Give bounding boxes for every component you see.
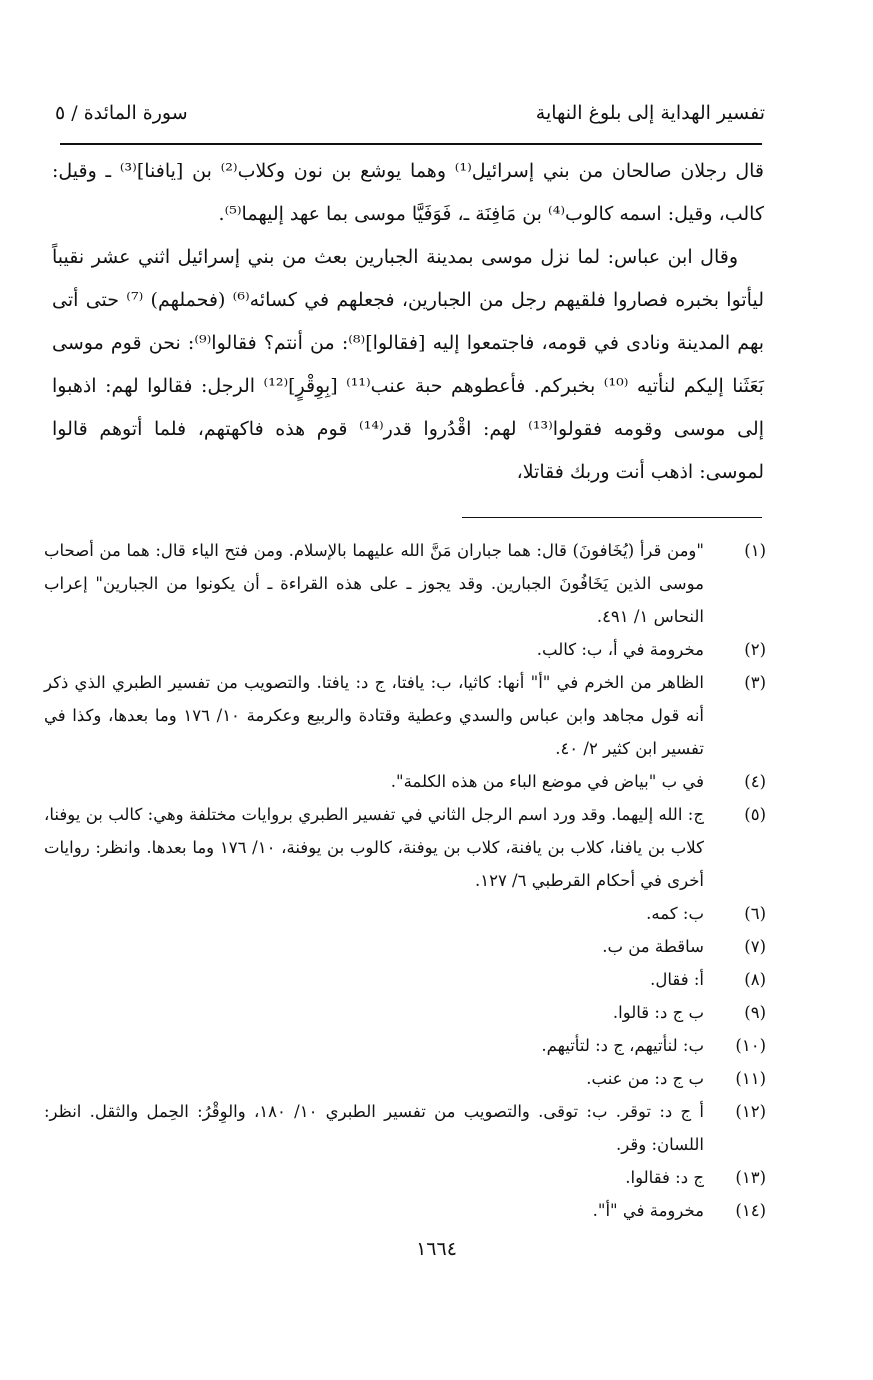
footnote-item — [44, 534, 766, 633]
footnote-text: ب ج د: من عنب. — [586, 1069, 704, 1088]
footnote-number: (٧) — [744, 937, 766, 956]
footnote-number: (١) — [744, 541, 766, 560]
page-number: ١٦٦٤ — [416, 1238, 457, 1260]
footnote-number: (٨) — [744, 970, 766, 989]
footnote-item — [44, 1194, 766, 1227]
footnote-item — [44, 798, 766, 897]
footnote-text: ج: الله إليهما. وقد ورد اسم الرجل الثاني في تفسير الطبري بروايات مختلفة وهي: كالب بن يوفنا، كلاب بن يافنا، كلاب بن يافنة، كلاب بن يوفنة، كالوب بن يوفنة، ١٠/ ١٧٦ وما بعدها. وانظر: روايات أخرى في أحكام القرطبي ٦/ ١٢٧. — [44, 805, 704, 890]
footnote-text: مخرومة في "أ". — [592, 1201, 704, 1220]
footnote-item — [44, 666, 766, 765]
footnote-number: (٥) — [744, 805, 766, 824]
footnote-item — [44, 1062, 766, 1095]
footnote-item — [44, 1029, 766, 1062]
main-paragraph: وقال ابن عباس: لما نزل موسى بمدينة الجبارين بعث من بني إسرائيل اثني عشر نقيباً ليأتوا بخبره فصاروا فلقيهم رجل من الجبارين، فجعلهم في كسائه⁽⁶⁾ (فحملهم) ⁽⁷⁾ حتى أتى بهم المدينة ونادى في قومه، فاجتمعوا إليه [فقالوا]⁽⁸⁾: من أنتم؟ فقالوا⁽⁹⁾: نحن قوم موسى بَعَثَنا إليكم لنأتيه ⁽¹⁰⁾ بخبركم. فأعطوهم حبة عنب⁽¹¹⁾ [بِوِقْرٍ]⁽¹²⁾ الرجل: فقالوا لهم: اذهبوا إلى موسى وقومه فقولوا⁽¹³⁾ لهم: اقْدُروا قدر⁽¹⁴⁾ قوم هذه فاكهتهم، فلما أتوهم قالوا لموسى: اذهب أنت وربك فقاتلا، — [52, 246, 764, 483]
footnote-number: (١٢) — [735, 1102, 766, 1121]
footnote-number: (٦) — [744, 904, 766, 923]
surah-label: سورة المائدة / ٥ — [55, 102, 188, 124]
footnotes — [44, 534, 766, 1227]
footnote-number: (١٣) — [735, 1168, 766, 1187]
footnote-number: (٢) — [744, 640, 766, 659]
footnote-text: ب ج د: قالوا. — [612, 1003, 704, 1022]
footnote-item — [44, 996, 766, 1029]
footnote-text: في ب "بياض في موضع الباء من هذه الكلمة". — [390, 772, 704, 791]
footnote-text: مخرومة في أ، ب: كالب. — [536, 640, 704, 659]
footnote-text: أ: فقال. — [650, 970, 704, 989]
footnote-text: ب: لنأتيهم، ج د: لتأتيهم. — [541, 1036, 704, 1055]
footnote-text: ج د: فقالوا. — [625, 1168, 704, 1187]
footnote-item — [44, 897, 766, 930]
footnote-item — [44, 963, 766, 996]
main-paragraph: قال رجلان صالحان من بني إسرائيل⁽¹⁾ وهما يوشع بن نون وكلاب⁽²⁾ بن [يافنا]⁽³⁾ ـ وقيل: كالب، وقيل: اسمه كالوب⁽⁴⁾ بن مَافِنَة ـ، فَوَفَيَّا موسى بما عهد إليهما⁽⁵⁾. — [52, 160, 765, 225]
footnote-text: الظاهر من الخرم في "أ" أنها: كاثيا، ب: يافتا، ج د: يافتا. والتصويب من تفسير الطبري الذي ذكر أنه قول مجاهد وابن عباس والسدي وعطية وقتادة والربيع وعكرمة ١٠/ ١٧٦ وما بعدها، وكذا في تفسير ابن كثير ٢/ ٤٠. — [44, 673, 704, 758]
footnote-number: (٣) — [744, 673, 766, 692]
footnote-item — [44, 633, 766, 666]
footnote-number: (٩) — [744, 1003, 766, 1022]
header-divider — [60, 143, 762, 145]
footnote-item — [44, 765, 766, 798]
main-text — [52, 150, 764, 494]
footnote-text: "ومن قرأ (يُخَافونَ) قال: هما جباران مَنَّ الله عليهما بالإسلام. ومن فتح الياء قال: هما من أصحاب موسى الذين يَخَافُونَ الجبارين. وقد يجوز ـ على هذه القراءة ـ أن يكونوا من الجبارين" إعراب النحاس ١/ ٤٩١. — [44, 541, 704, 626]
footnote-item — [44, 930, 766, 963]
running-header — [55, 98, 765, 138]
footnote-item — [44, 1095, 766, 1161]
footnote-text: ب: كمه. — [646, 904, 704, 923]
footnote-divider — [462, 517, 762, 518]
footnote-text: أ ج د: توقر. ب: توقى. والتصويب من تفسير الطبري ١٠/ ١٨٠، والوِقْرُ: الحِمل والثقل. انظر: اللسان: وقر. — [44, 1102, 704, 1154]
book-title: تفسير الهداية إلى بلوغ النهاية — [535, 102, 765, 124]
footnote-number: (٤) — [744, 772, 766, 791]
footnote-number: (١١) — [735, 1069, 766, 1088]
footnote-number: (١٠) — [735, 1036, 766, 1055]
footnote-number: (١٤) — [735, 1201, 766, 1220]
footnote-text: ساقطة من ب. — [602, 937, 704, 956]
footnote-item — [44, 1161, 766, 1194]
